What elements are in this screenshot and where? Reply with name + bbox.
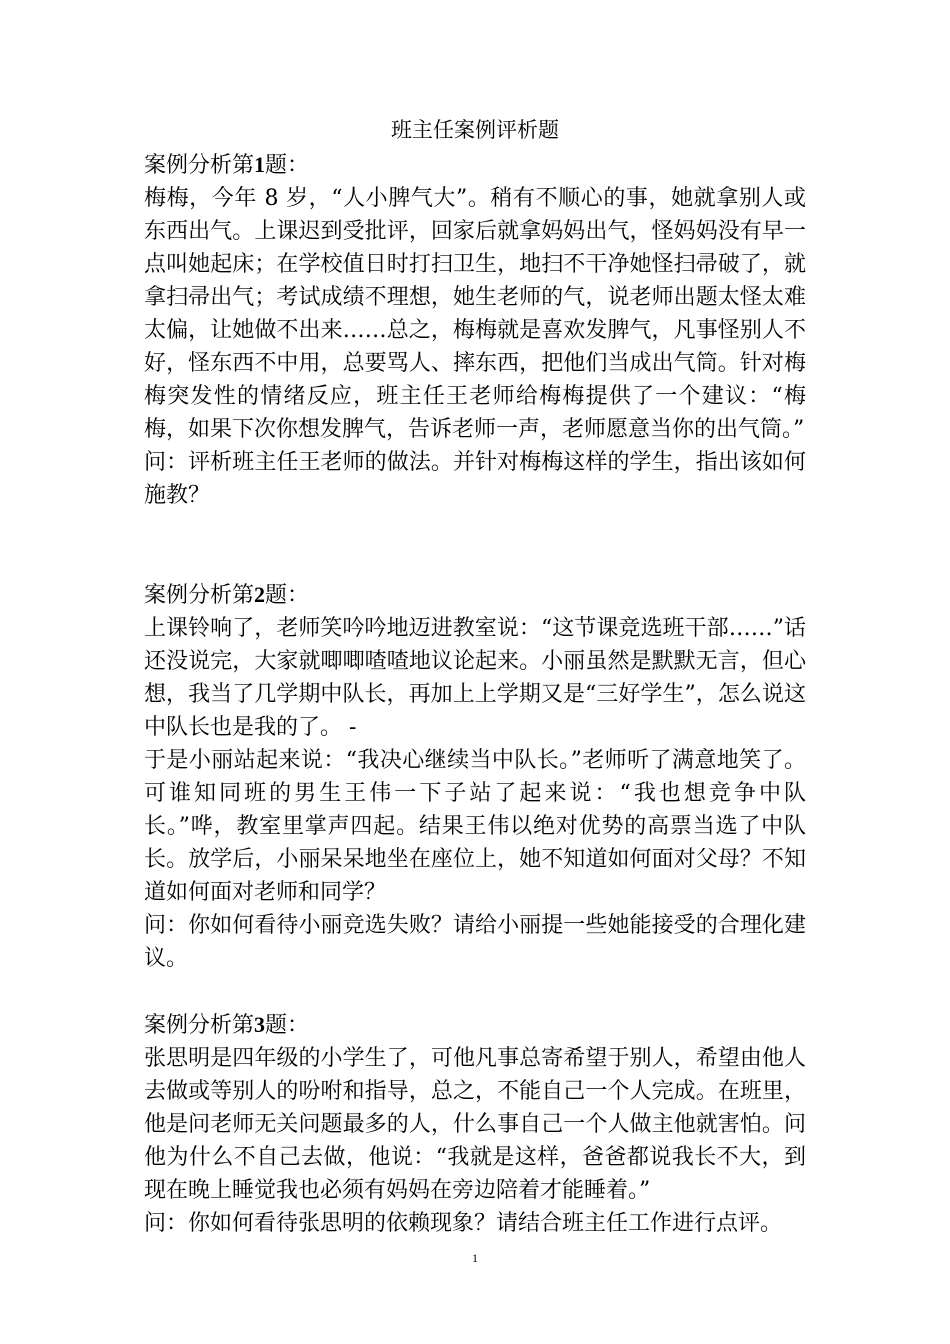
case-heading-prefix: 案例分析第 <box>144 583 255 608</box>
case-question: 问：你如何看待小丽竞选失败？请给小丽提一些她能接受的合理化建议。 <box>144 913 806 971</box>
case-heading-number: 2 <box>254 582 266 607</box>
case-paragraph: 上课铃响了，老师笑吟吟地迈进教室说：“这节课竞选班干部……”话还没说完，大家就唧唧喳喳地议论起来。小丽虽然是默默无言，但心想，我当了几学期中队长，再加上上学期又是“三好学生”，怎么说这中队长也是我的了。 - <box>144 616 806 740</box>
case-heading <box>144 148 806 182</box>
case-heading-suffix: 题： <box>265 153 310 178</box>
document-body <box>144 148 806 1240</box>
case-paragraph: 张思明是四年级的小学生了，可他凡事总寄希望于别人，希望由他人去做或等别人的吩咐和指导，总之，不能自己一个人完成。在班里，他是问老师无关问题最多的人，什么事自己一个人做主他就害怕。问他为什么不自己去做，他说：“我就是这样，爸爸都说我长不大，到现在晚上睡觉我也必须有妈妈在旁边陪着才能睡着。” <box>144 1046 806 1203</box>
case-paragraph: 梅梅，今年 8 岁，“人小脾气大”。稍有不顺心的事，她就拿别人或东西出气。上课迟到受批评，回家后就拿妈妈出气，怪妈妈没有早一点叫她起床；在学校值日时打扫卫生，地扫不干净她怪扫帚破了，就拿扫帚出气；考试成绩不理想，她生老师的气，说老师出题太怪太难太偏，让她做不出来……总之，梅梅就是喜欢发脾气，凡事怪别人不好，怪东西不中用，总要骂人、摔东西，把他们当成出气筒。针对梅梅突发性的情绪反应，班主任王老师给梅梅提供了一个建议：“梅梅，如果下次你想发脾气，告诉老师一声，老师愿意当你的出气筒。” <box>144 186 806 442</box>
page-number: 1 <box>472 1251 478 1265</box>
case-question: 问：你如何看待张思明的依赖现象？请结合班主任工作进行点评。 <box>144 1211 783 1236</box>
case-heading-prefix: 案例分析第 <box>144 1013 255 1038</box>
case-2 <box>144 578 806 975</box>
case-heading-number: 3 <box>254 1012 266 1037</box>
case-heading-suffix: 题： <box>265 1013 310 1038</box>
case-heading-number: 1 <box>254 152 266 177</box>
case-heading <box>144 578 806 612</box>
case-heading-prefix: 案例分析第 <box>144 153 255 178</box>
spacer <box>144 512 806 578</box>
case-heading-suffix: 题： <box>265 583 310 608</box>
case-3 <box>144 1008 806 1240</box>
case-1 <box>144 148 806 512</box>
case-question: 问：评析班主任王老师的做法。并针对梅梅这样的学生，指出该如何施教？ <box>144 450 806 508</box>
case-heading <box>144 1008 806 1042</box>
spacer <box>144 975 806 1008</box>
case-paragraph: 于是小丽站起来说：“我决心继续当中队长。”老师听了满意地笑了。可谁知同班的男生王伟一下子站了起来说：“我也想竞争中队长。”哗，教室里掌声四起。结果王伟以绝对优势的高票当选了中队长。放学后，小丽呆呆地坐在座位上，她不知道如何面对父母？不知道如何面对老师和同学？ <box>144 748 806 905</box>
document-title: 班主任案例评析题 <box>391 118 559 142</box>
